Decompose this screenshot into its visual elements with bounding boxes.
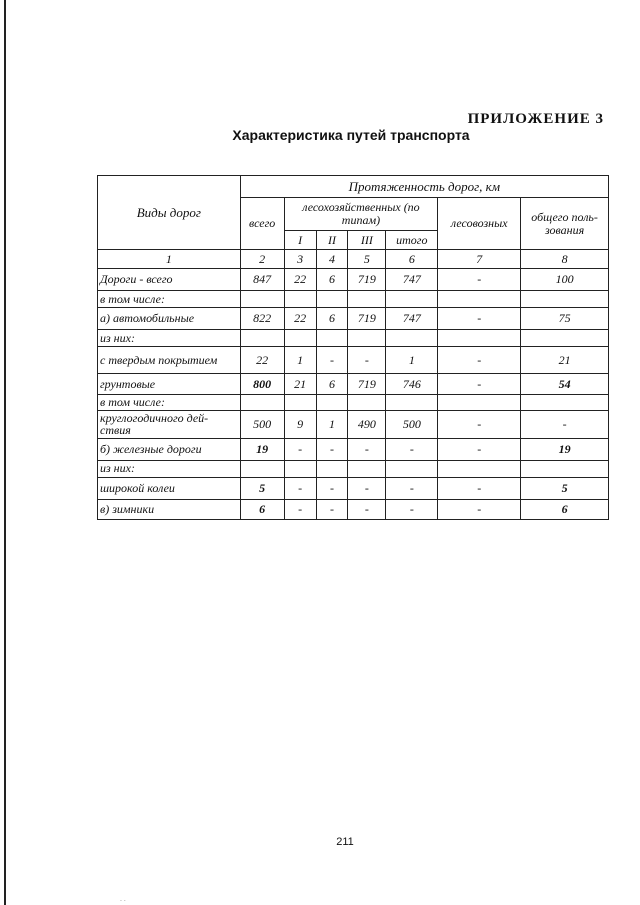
value-cell-logging: -	[438, 499, 521, 519]
value-cell-logging: -	[438, 308, 521, 330]
value-cell-public	[521, 395, 609, 411]
appendix-heading: ПРИЛОЖЕНИЕ 3	[467, 111, 604, 127]
road-type-cell: с твердым покрытием	[98, 347, 241, 374]
header-type-i: I	[284, 231, 316, 250]
value-cell-t2	[316, 330, 348, 347]
road-type-cell: а) автомобильные	[98, 308, 241, 330]
table-row	[98, 308, 609, 330]
col-number: 6	[386, 250, 438, 269]
table-row	[98, 374, 609, 395]
value-cell-t2	[316, 460, 348, 477]
table-row	[98, 460, 609, 477]
value-cell-logging: -	[438, 374, 521, 395]
table-row	[98, 330, 609, 347]
value-cell-logging	[438, 460, 521, 477]
header-logging: лесовозных	[438, 198, 521, 250]
header-road-types: Виды дорог	[98, 176, 241, 250]
table-row	[98, 438, 609, 460]
table-row	[98, 410, 609, 438]
table-row	[98, 269, 609, 291]
value-cell-t2: 1	[316, 410, 348, 438]
value-cell-t1	[284, 330, 316, 347]
roads-table	[97, 175, 609, 520]
value-cell-t1: 1	[284, 347, 316, 374]
value-cell-t3: 719	[348, 308, 386, 330]
value-cell-t1	[284, 460, 316, 477]
value-cell-t3: 719	[348, 269, 386, 291]
value-cell-t2: -	[316, 438, 348, 460]
value-cell-logging	[438, 330, 521, 347]
value-cell-t3	[348, 460, 386, 477]
value-cell-t3	[348, 395, 386, 411]
col-number: 5	[348, 250, 386, 269]
column-numbers-row	[98, 250, 609, 269]
value-cell-t3: 719	[348, 374, 386, 395]
value-cell-t1: 21	[284, 374, 316, 395]
value-cell-t3: -	[348, 499, 386, 519]
value-cell-public: 54	[521, 374, 609, 395]
value-cell-total: 847	[240, 269, 284, 291]
value-cell-total: 500	[240, 410, 284, 438]
value-cell-t2: 6	[316, 374, 348, 395]
value-cell-sum: 746	[386, 374, 438, 395]
road-type-cell: грунтовые	[98, 374, 241, 395]
table-row	[98, 291, 609, 308]
value-cell-public: 19	[521, 438, 609, 460]
value-cell-t3: -	[348, 347, 386, 374]
road-type-cell: из них:	[98, 460, 241, 477]
value-cell-t2: -	[316, 477, 348, 499]
value-cell-t1: -	[284, 438, 316, 460]
value-cell-total	[240, 395, 284, 411]
header-total: всего	[240, 198, 284, 250]
value-cell-logging	[438, 395, 521, 411]
scan-footer-mark: . .	[120, 896, 126, 903]
road-type-cell: широкой колеи	[98, 477, 241, 499]
value-cell-sum: -	[386, 438, 438, 460]
value-cell-sum	[386, 291, 438, 308]
header-itogo: итого	[386, 231, 438, 250]
value-cell-public: -	[521, 410, 609, 438]
col-number: 1	[98, 250, 241, 269]
value-cell-t1: 22	[284, 269, 316, 291]
page-number: 211	[336, 836, 354, 848]
table-row	[98, 499, 609, 519]
value-cell-t2	[316, 395, 348, 411]
header-forestry: лесохозяйственных (по типам)	[284, 198, 438, 231]
header-type-iii: III	[348, 231, 386, 250]
roads-table-body	[98, 269, 609, 520]
value-cell-t3: 490	[348, 410, 386, 438]
header-length: Протяженность дорог, км	[240, 176, 608, 198]
value-cell-public: 6	[521, 499, 609, 519]
value-cell-total: 800	[240, 374, 284, 395]
value-cell-t1	[284, 395, 316, 411]
value-cell-t2: -	[316, 499, 348, 519]
value-cell-t2: 6	[316, 269, 348, 291]
col-number: 7	[438, 250, 521, 269]
value-cell-t1: 22	[284, 308, 316, 330]
road-type-cell: б) железные дороги	[98, 438, 241, 460]
value-cell-public	[521, 460, 609, 477]
col-number: 3	[284, 250, 316, 269]
value-cell-t2	[316, 291, 348, 308]
value-cell-logging	[438, 291, 521, 308]
value-cell-t1: -	[284, 499, 316, 519]
road-type-cell: из них:	[98, 330, 241, 347]
value-cell-total: 19	[240, 438, 284, 460]
value-cell-public	[521, 291, 609, 308]
value-cell-t2: -	[316, 347, 348, 374]
value-cell-logging: -	[438, 410, 521, 438]
road-type-cell: Дороги - всего	[98, 269, 241, 291]
value-cell-t1: -	[284, 477, 316, 499]
value-cell-total	[240, 330, 284, 347]
road-type-cell: в) зимники	[98, 499, 241, 519]
value-cell-sum: -	[386, 477, 438, 499]
value-cell-logging: -	[438, 477, 521, 499]
value-cell-sum	[386, 330, 438, 347]
value-cell-t3: -	[348, 477, 386, 499]
road-type-cell: в том числе:	[98, 291, 241, 308]
value-cell-total: 822	[240, 308, 284, 330]
value-cell-sum	[386, 395, 438, 411]
road-type-cell: в том числе:	[98, 395, 241, 411]
value-cell-total: 6	[240, 499, 284, 519]
value-cell-public	[521, 330, 609, 347]
value-cell-logging: -	[438, 438, 521, 460]
value-cell-total	[240, 460, 284, 477]
value-cell-total	[240, 291, 284, 308]
value-cell-public: 21	[521, 347, 609, 374]
value-cell-sum	[386, 460, 438, 477]
table-row	[98, 477, 609, 499]
value-cell-t3	[348, 291, 386, 308]
value-cell-sum: 747	[386, 308, 438, 330]
value-cell-sum: 747	[386, 269, 438, 291]
value-cell-sum: 500	[386, 410, 438, 438]
value-cell-public: 75	[521, 308, 609, 330]
col-number: 4	[316, 250, 348, 269]
header-public: общего поль-зования	[521, 198, 609, 250]
col-number: 8	[521, 250, 609, 269]
value-cell-sum: -	[386, 499, 438, 519]
value-cell-t3: -	[348, 438, 386, 460]
road-type-cell: круглогодичного дей-ствия	[98, 410, 241, 438]
value-cell-logging: -	[438, 347, 521, 374]
value-cell-public: 100	[521, 269, 609, 291]
table-row	[98, 347, 609, 374]
header-type-ii: II	[316, 231, 348, 250]
value-cell-t1: 9	[284, 410, 316, 438]
table-row	[98, 395, 609, 411]
value-cell-t2: 6	[316, 308, 348, 330]
page-title: Характеристика путей транспорта	[232, 127, 470, 143]
value-cell-total: 5	[240, 477, 284, 499]
value-cell-t3	[348, 330, 386, 347]
col-number: 2	[240, 250, 284, 269]
value-cell-total: 22	[240, 347, 284, 374]
value-cell-logging: -	[438, 269, 521, 291]
value-cell-public: 5	[521, 477, 609, 499]
value-cell-t1	[284, 291, 316, 308]
value-cell-sum: 1	[386, 347, 438, 374]
